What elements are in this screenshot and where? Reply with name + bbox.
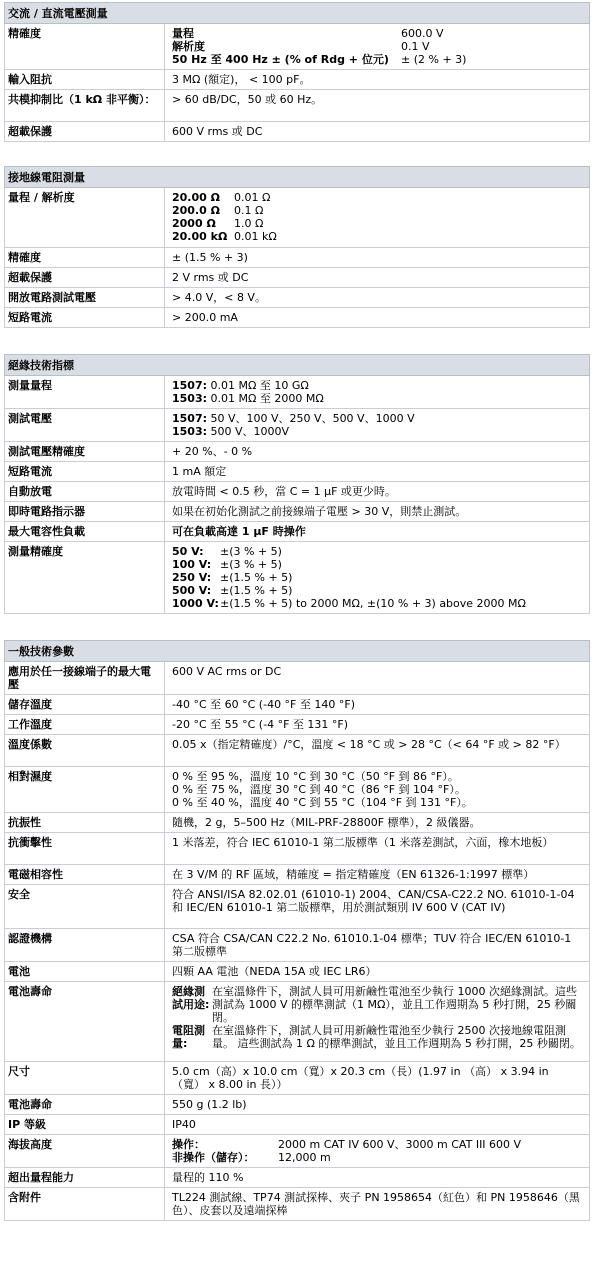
row-label: 開放電路測試電壓 bbox=[5, 288, 165, 308]
row-value: 1 mA 額定 bbox=[165, 462, 590, 482]
range-value: 600.0 V bbox=[401, 27, 444, 40]
model: 1503: bbox=[172, 392, 208, 405]
row-label: 精確度 bbox=[5, 248, 165, 268]
humidity-line: 0 % 至 40 %，溫度 40 °C 到 55 °C（104 °F 到 131 °F）。 bbox=[172, 796, 473, 809]
row-value: 四顆 AA 電池（NEDA 15A 或 IEC LR6） bbox=[165, 962, 590, 982]
range-resolution-list bbox=[165, 188, 590, 248]
accuracy: ±(3 % + 5) bbox=[220, 558, 282, 571]
section-title: 絕緣技術指標 bbox=[5, 355, 590, 376]
voltage-list bbox=[165, 409, 590, 442]
accuracy: ±(1.5 % + 5) to 2000 MΩ, ±(10 % + 3) above 2000 MΩ bbox=[220, 597, 526, 610]
voltage-text: 500 V、1000V bbox=[207, 425, 290, 438]
resolution-label: 解析度 bbox=[172, 40, 205, 53]
row-label: 自動放電 bbox=[5, 482, 165, 502]
row-value: 符合 ANSI/ISA 82.02.01 (61010-1) 2004、CAN/CSA-C22.2 NO. 61010-1-04 和 IEC/EN 61010-1 第二版標準，用於測試類別 IV 600 V (CAT IV) bbox=[165, 885, 590, 929]
row-label: 尺寸 bbox=[5, 1062, 165, 1095]
row-value: 3 MΩ (額定)， < 100 pF。 bbox=[165, 70, 590, 90]
row-label: 儲存溫度 bbox=[5, 695, 165, 715]
row-value: 隨機，2 g，5–500 Hz（MIL-PRF-28800F 標準），2 級儀器。 bbox=[165, 813, 590, 833]
altitude-label: 非操作（儲存）： bbox=[172, 1151, 255, 1164]
range-list bbox=[165, 376, 590, 409]
range-text: 0.01 MΩ 至 2000 MΩ bbox=[207, 392, 324, 405]
resolution: 1.0 Ω bbox=[234, 217, 264, 230]
accuracy-values bbox=[165, 24, 590, 70]
row-label: 精確度 bbox=[5, 24, 165, 70]
row-label: 工作溫度 bbox=[5, 715, 165, 735]
row-label: 短路電流 bbox=[5, 462, 165, 482]
row-value: 如果在初始化測試之前接線端子電壓 > 30 V，則禁止測試。 bbox=[165, 502, 590, 522]
range-label: 量程 bbox=[172, 27, 194, 40]
resolution: 0.01 Ω bbox=[234, 191, 271, 204]
row-value: > 4.0 V，< 8 V。 bbox=[165, 288, 590, 308]
row-label: 電池 bbox=[5, 962, 165, 982]
spec-page bbox=[0, 2, 593, 1221]
row-label: 測試電壓精確度 bbox=[5, 442, 165, 462]
row-label: 輸入阻抗 bbox=[5, 70, 165, 90]
resolution-value: 0.1 V bbox=[401, 40, 430, 53]
accuracy: ±(3 % + 5) bbox=[220, 545, 282, 558]
row-label: 共模抑制比（1 kΩ 非平衡）： bbox=[5, 90, 165, 122]
row-value: 2 V rms 或 DC bbox=[165, 268, 590, 288]
row-value: 放電時間 < 0.5 秒，當 C = 1 µF 或更少時。 bbox=[165, 482, 590, 502]
row-label: 測量量程 bbox=[5, 376, 165, 409]
general-specs-table bbox=[4, 640, 590, 1221]
row-label: 認證機構 bbox=[5, 929, 165, 962]
test-voltage: 250 V: bbox=[172, 571, 212, 584]
altitude-label: 操作： bbox=[172, 1138, 205, 1151]
row-label: 測試電壓 bbox=[5, 409, 165, 442]
row-label: 應用於任一接線端子的最大電壓 bbox=[5, 662, 165, 695]
row-value: 量程的 110 % bbox=[165, 1168, 590, 1188]
row-value: 可在負載高達 1 µF 時操作 bbox=[165, 522, 590, 542]
altitude-list bbox=[165, 1135, 590, 1168]
section-title: 一般技術參數 bbox=[5, 641, 590, 662]
row-value: TL224 測試線、TP74 測試探棒、夾子 PN 1958654（紅色）和 PN 1958646（黑色）、皮套以及遠端探棒 bbox=[165, 1188, 590, 1221]
range: 20.00 kΩ bbox=[172, 230, 228, 243]
ground-resistance-table bbox=[4, 166, 590, 328]
row-label: 抗衝擊性 bbox=[5, 833, 165, 865]
row-value: 5.0 cm（高）x 10.0 cm（寬）x 20.3 cm（長）(1.97 in （高） x 3.94 in （寬） x 8.00 in 長）） bbox=[165, 1062, 590, 1095]
row-label: 超載保護 bbox=[5, 268, 165, 288]
use-label: 電阻測量: bbox=[172, 1024, 205, 1050]
resolution: 0.1 Ω bbox=[234, 204, 264, 217]
range: 20.00 Ω bbox=[172, 191, 220, 204]
row-value: + 20 %、- 0 % bbox=[165, 442, 590, 462]
accuracy-list bbox=[165, 542, 590, 614]
use-text: 在室溫條件下，測試人員可用新鹼性電池至少執行 1000 次絕緣測試。這些測試為 1000 V 的標準測試（1 MΩ），並且工作週期為 5 秒打開，25 秒關閉。 bbox=[212, 985, 577, 1024]
insulation-table bbox=[4, 354, 590, 614]
accuracy-value: ± (2 % + 3) bbox=[401, 53, 467, 66]
row-label: 最大電容性負載 bbox=[5, 522, 165, 542]
range: 2000 Ω bbox=[172, 217, 216, 230]
row-label: 海拔高度 bbox=[5, 1135, 165, 1168]
test-voltage: 1000 V: bbox=[172, 597, 219, 610]
altitude-value: 12,000 m bbox=[278, 1151, 331, 1164]
accuracy: ±(1.5 % + 5) bbox=[220, 584, 293, 597]
use-text: 在室溫條件下，測試人員可用新鹼性電池至少執行 2500 次接地線電阻測量。 這些測試為 1 Ω 的標準測試，並且工作週期為 5 秒打開，25 秒關閉。 bbox=[212, 1024, 581, 1050]
row-value: > 60 dB/DC，50 或 60 Hz。 bbox=[165, 90, 590, 122]
use-label: 絕緣測試用途: bbox=[172, 985, 210, 1011]
row-value: -20 °C 至 55 °C (-4 °F 至 131 °F) bbox=[165, 715, 590, 735]
row-label: 即時電路指示器 bbox=[5, 502, 165, 522]
row-value: 600 V rms 或 DC bbox=[165, 122, 590, 142]
humidity-line: 0 % 至 95 %，溫度 10 °C 到 30 °C（50 °F 到 86 °F）。 bbox=[172, 770, 459, 783]
row-value: 600 V AC rms or DC bbox=[165, 662, 590, 695]
voltage-text: 50 V、100 V、250 V、500 V、1000 V bbox=[207, 412, 415, 425]
row-value: 0.05 x（指定精確度）/°C，溫度 < 18 °C 或 > 28 °C（< 64 °F 或 > 82 °F） bbox=[165, 735, 590, 767]
row-value: 550 g (1.2 lb) bbox=[165, 1095, 590, 1115]
accuracy-label: 50 Hz 至 400 Hz ± (% of Rdg + 位元) bbox=[172, 53, 389, 66]
row-value: IP40 bbox=[165, 1115, 590, 1135]
test-voltage: 100 V: bbox=[172, 558, 212, 571]
row-value: -40 °C 至 60 °C (-40 °F 至 140 °F) bbox=[165, 695, 590, 715]
row-value: 1 米落差，符合 IEC 61010-1 第二版標準（1 米落差測試，六面，橡木地板） bbox=[165, 833, 590, 865]
row-value: 在 3 V/M 的 RF 區域，精確度 = 指定精確度（EN 61326-1:1997 標準） bbox=[165, 865, 590, 885]
humidity-list bbox=[165, 767, 590, 813]
row-value: > 200.0 mA bbox=[165, 308, 590, 328]
row-label: 電池壽命 bbox=[5, 982, 165, 1062]
humidity-line: 0 % 至 75 %，溫度 30 °C 到 40 °C（86 °F 到 104 °F）。 bbox=[172, 783, 466, 796]
section-title: 接地線電阻測量 bbox=[5, 167, 590, 188]
range-text: 0.01 MΩ 至 10 GΩ bbox=[207, 379, 309, 392]
row-value: CSA 符合 CSA/CAN C22.2 No. 61010.1-04 標準；TUV 符合 IEC/EN 61010-1 第二版標準 bbox=[165, 929, 590, 962]
row-label: 超出量程能力 bbox=[5, 1168, 165, 1188]
test-voltage: 500 V: bbox=[172, 584, 212, 597]
altitude-value: 2000 m CAT IV 600 V、3000 m CAT III 600 V bbox=[278, 1138, 522, 1151]
range: 200.0 Ω bbox=[172, 204, 220, 217]
model: 1507: bbox=[172, 412, 208, 425]
row-label: 電磁相容性 bbox=[5, 865, 165, 885]
row-label: 含附件 bbox=[5, 1188, 165, 1221]
section-title: 交流 / 直流電壓測量 bbox=[5, 3, 590, 24]
row-label: 測量精確度 bbox=[5, 542, 165, 614]
row-label: IP 等級 bbox=[5, 1115, 165, 1135]
ac-dc-voltage-table bbox=[4, 2, 590, 142]
resolution: 0.01 kΩ bbox=[234, 230, 277, 243]
row-label: 相對濕度 bbox=[5, 767, 165, 813]
row-label: 超載保護 bbox=[5, 122, 165, 142]
row-label: 安全 bbox=[5, 885, 165, 929]
model: 1503: bbox=[172, 425, 208, 438]
row-label: 抗振性 bbox=[5, 813, 165, 833]
row-label: 量程 / 解析度 bbox=[5, 188, 165, 248]
test-voltage: 50 V: bbox=[172, 545, 204, 558]
row-value: ± (1.5 % + 3) bbox=[165, 248, 590, 268]
battery-life-list bbox=[165, 982, 590, 1062]
accuracy: ±(1.5 % + 5) bbox=[220, 571, 293, 584]
row-label: 溫度係數 bbox=[5, 735, 165, 767]
row-label: 電池壽命 bbox=[5, 1095, 165, 1115]
row-label: 短路電流 bbox=[5, 308, 165, 328]
model: 1507: bbox=[172, 379, 208, 392]
